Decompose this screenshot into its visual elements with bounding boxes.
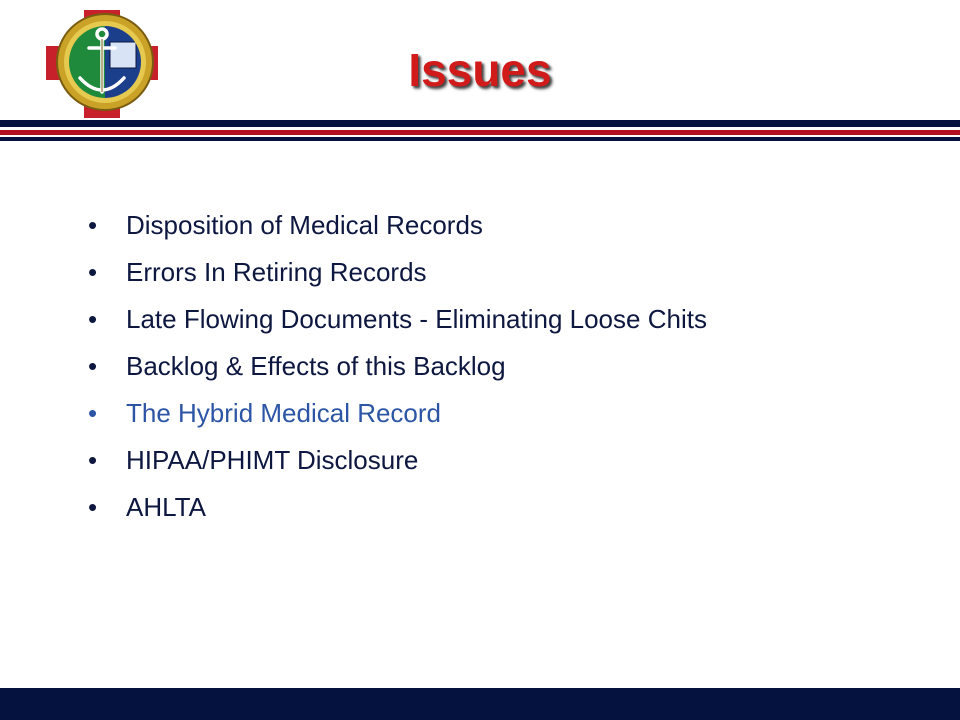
list-item bbox=[88, 343, 707, 390]
slide-title: Issues bbox=[408, 44, 552, 96]
list-item bbox=[88, 249, 707, 296]
list-item-text: HIPAA/PHIMT Disclosure bbox=[126, 445, 419, 475]
list-item bbox=[88, 390, 707, 437]
bullet-icon: • bbox=[88, 210, 98, 240]
list-item-text: Disposition of Medical Records bbox=[126, 210, 483, 240]
issues-list bbox=[88, 202, 707, 531]
list-item-text: Backlog & Effects of this Backlog bbox=[126, 351, 506, 381]
bullet-icon: • bbox=[88, 398, 98, 428]
list-item bbox=[88, 202, 707, 249]
footer-bar bbox=[0, 688, 960, 720]
bullet-icon: • bbox=[88, 351, 98, 381]
bullet-icon: • bbox=[88, 304, 98, 334]
bullet-icon: • bbox=[88, 492, 98, 522]
navy-medicine-logo bbox=[42, 8, 162, 120]
list-item bbox=[88, 437, 707, 484]
list-item-text: AHLTA bbox=[126, 492, 206, 522]
bullet-icon: • bbox=[88, 257, 98, 287]
list-item-text: Errors In Retiring Records bbox=[126, 257, 427, 287]
list-item-text: The Hybrid Medical Record bbox=[126, 398, 442, 428]
navy-rule-top bbox=[0, 120, 960, 127]
bullet-icon: • bbox=[88, 445, 98, 475]
anchor-emblem-icon bbox=[42, 8, 162, 120]
list-item bbox=[88, 484, 707, 531]
navy-rule-bottom bbox=[0, 137, 960, 141]
list-item bbox=[88, 296, 707, 343]
list-item-text: Late Flowing Documents - Eliminating Loose Chits bbox=[126, 304, 707, 334]
header-rules bbox=[0, 120, 960, 142]
